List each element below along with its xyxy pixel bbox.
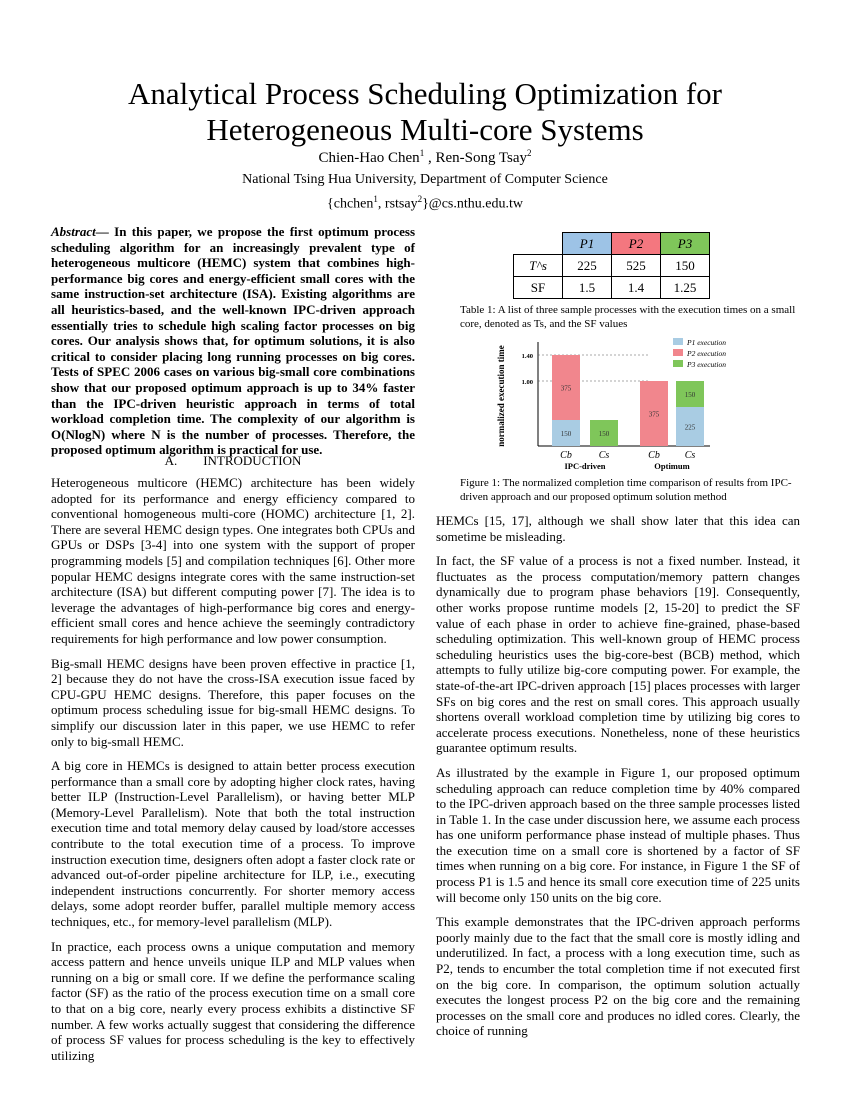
- author-sep: ,: [424, 150, 436, 166]
- section-heading: A. INTRODUCTION: [164, 453, 302, 468]
- paragraph: In practice, each process owns a unique computation and memory access pattern and hence unveils unique ILP and MLP values when running on a big or small core. If we define the performance scaling factor (SF) as the ratio of the process execution time on a small core to that on a big core, nearly every process exhibits a distinctive SF number. A few works actually suggest that considering the difference of process SF values for process scheduling is the key to effectively utilizing: [51, 938, 415, 1063]
- core-label: Cb: [560, 450, 572, 461]
- abstract-text: — In this paper, we propose the first optimum process scheduling algorithm for an increasingly prevalent type of heterogeneous multicore (HEMC) system that combines high-performance big cores and energy-efficient small cores with the same instruction-set architecture (ISA). Existing algorithms are all heuristics-based, and the well-known IPC-driven approach essentially tries to schedule high scaling factor processes on big cores. Our analysis shows that, for optimum solutions, it is also critical to consider placing long running processes on big cores. Tests of SPEC 2006 cases on various big-small core combinations show that our proposed optimum approach is up to 34% faster than the IPC-driven heuristic approach in terms of total workload completion time. The complexity of our algorithm is O(NlogN) where N is the number of processes. Therefore, the proposed optimum algorithm is practical for use.: [51, 224, 415, 458]
- right-column-body: [436, 513, 800, 1048]
- table-caption: Table 1: A list of three sample processes with the execution times on a small core, denoted as Ts, and the SF values: [460, 304, 796, 330]
- legend-label: P1 execution: [687, 338, 726, 347]
- legend-swatch: [673, 360, 683, 367]
- paragraph: A big core in HEMCs is designed to attain better process execution performance than a small core by adopting higher clock rates, having better ILP (Instruction-Level Parallelism), or having better MLP (Memory-Level Parallelism). Note that both the total instruction execution time and total memory delay caused by load/store accesses contribute to the total execution time of a process. To improve instruction execution time, designers often adopt a faster clock rate or advanced out-of-order pipeline architecture for ILP, i.e., executing independent instructions concurrently. For shorter memory access delays, some adopt reorder buffer, parallel multiple memory access techniques, etc., for memory-level parallelism (MLP).: [51, 758, 415, 930]
- legend-label: P2 execution: [687, 349, 726, 358]
- y-tick-label: 1.40: [521, 353, 533, 360]
- email-mid: , rstsay: [377, 196, 418, 212]
- email-post: }@cs.nthu.edu.tw: [422, 196, 523, 212]
- paragraph: Heterogeneous multicore (HEMC) architecture has been widely adopted for its performance and energy efficiency compared to conventional homogeneous multi-core (HOMC) architecture [1, 2]. There are several HEMC design types. One integrates both CPUs and GPUs or DSPs [3-4] into one system with the support of proper programming models [5] and compilation techniques [6]. Other more popular HEMC designs integrate cores with the same instruction-set architecture (ISA) but different computing power [7]. The idea is to leverage the advantages of high-performance big cores and energy-efficient small cores and hence achieve the seemingly contradictory requirements for high performance and low power consumption.: [51, 475, 415, 646]
- title-line-1: Analytical Process Scheduling Optimization for: [127, 76, 723, 111]
- affiliation: National Tsing Hua University, Department of Computer Science: [242, 172, 608, 187]
- email-pre: {chchen: [327, 196, 374, 212]
- bar-value-label: 150: [684, 391, 696, 399]
- paragraph: HEMCs [15, 17], although we shall show later that this idea can sometime be misleading.: [436, 513, 800, 544]
- authors: [0, 148, 850, 167]
- group-label: Optimum: [654, 461, 690, 471]
- paragraph: As illustrated by the example in Figure 1, our proposed optimum scheduling approach can reduce completion time by 40% compared to the IPC-driven approach based on the three sample processes listed in Table 1. In the case under discussion here, we assume each process has one uniform performance phase instead of multiple phases. Thus the execution time on a small core is shortened by a factor of SF times when running on a big core. For instance, in Figure 1 the SF of process P1 is 1.5 and hence its small core execution time of 225 units will become only 150 units on the big core.: [436, 764, 800, 905]
- table-cell: 1.25: [661, 277, 710, 299]
- bar-value-label: 225: [684, 423, 696, 432]
- legend-swatch: [673, 349, 683, 356]
- author-2: Ren-Song Tsay: [435, 150, 528, 166]
- figure-caption: Figure 1: The normalized completion time comparison of results from IPC-driven approach and our proposed optimum solution method: [460, 477, 792, 503]
- table-cell: 225: [563, 255, 612, 277]
- table-corner: [514, 233, 563, 255]
- table-header-p1: P1: [563, 233, 612, 255]
- bar-value-label: 150: [560, 430, 572, 438]
- paragraph: This example demonstrates that the IPC-driven approach performs poorly mainly due to the fact that the small core is mostly idling and underutilized. In fact, a process with a long execution time, such as P2, tends to encumber the total completion time if not executed first on the big core. In comparison, the optimum solution actually executes the longest process P2 on the big core and the remaining processes on the small core and produces no idled cores. Clearly, the choice of running: [436, 914, 800, 1039]
- paper-title: [0, 76, 850, 148]
- row-label: SF: [514, 277, 563, 299]
- table-header-p2: P2: [612, 233, 661, 255]
- legend-label: P3 execution: [687, 360, 726, 369]
- bar-value-label: 375: [560, 384, 572, 393]
- table-cell: 1.4: [612, 277, 661, 299]
- bar-value-label: 375: [648, 410, 660, 419]
- core-label: Cs: [684, 450, 696, 461]
- group-label: IPC-driven: [564, 461, 606, 471]
- left-column-body: [51, 475, 415, 1072]
- table-cell: 1.5: [563, 277, 612, 299]
- table-cell: 150: [661, 255, 710, 277]
- paragraph: In fact, the SF value of a process is not a fixed number. Instead, it fluctuates as the process computation/memory pattern changes dynamically due to program phase behaviors [19]. Consequently, other works propose runtime models [2, 15-20] to predict the SF value of each phase in order to achieve fine-grained, phase-based scheduling optimization. This well-known group of HEMC process scheduling heuristics uses the big-core-best (BCB) method, which attempts to fully utilize big-core computing power. For example, the state-of-the-art IPC-driven approach [15] places processes with larger SFs on big cores and the rest on small cores. This approach usually shortens overall workload completion time by utilizing big cores to accelerate process executions. Nonetheless, none of these heuristics guarantee optimum results.: [436, 553, 800, 756]
- abstract-lead: Abstract: [51, 224, 96, 239]
- table-row: [514, 277, 710, 299]
- table-row: [514, 255, 710, 277]
- table-cell: 525: [612, 255, 661, 277]
- author-2-sup: 2: [527, 148, 532, 158]
- core-label: Cb: [648, 450, 660, 461]
- y-axis-label: normalized execution time: [496, 345, 506, 447]
- table-header-p3: P3: [661, 233, 710, 255]
- row-label: T^s: [514, 255, 563, 277]
- title-line-2: Heterogeneous Multi-core Systems: [206, 112, 644, 147]
- paragraph: Big-small HEMC designs have been proven effective in practice [1, 2] because they do not have the cross-ISA execution issue faced by CPU-GPU HEMC designs. Therefore, this paper focuses on the optimum process scheduling issue for big-small HEMC designs. To simplify our discussion later in this paper, we use HEMC to refer only to big-small HEMC.: [51, 655, 415, 749]
- legend-swatch: [673, 338, 683, 345]
- core-label: Cs: [598, 450, 610, 461]
- table-header-row: [514, 233, 710, 255]
- y-tick-label: 1.00: [521, 379, 533, 386]
- abstract: [51, 224, 415, 458]
- author-1-sup: 1: [419, 148, 425, 158]
- email: [0, 194, 850, 213]
- author-1: Chien-Hao Chen: [318, 150, 420, 166]
- table-1: [513, 232, 710, 299]
- email-sup-1: 1: [373, 194, 378, 204]
- figure-1-chart: [490, 334, 760, 474]
- bar-value-label: 150: [598, 430, 610, 438]
- email-sup-2: 2: [417, 194, 423, 204]
